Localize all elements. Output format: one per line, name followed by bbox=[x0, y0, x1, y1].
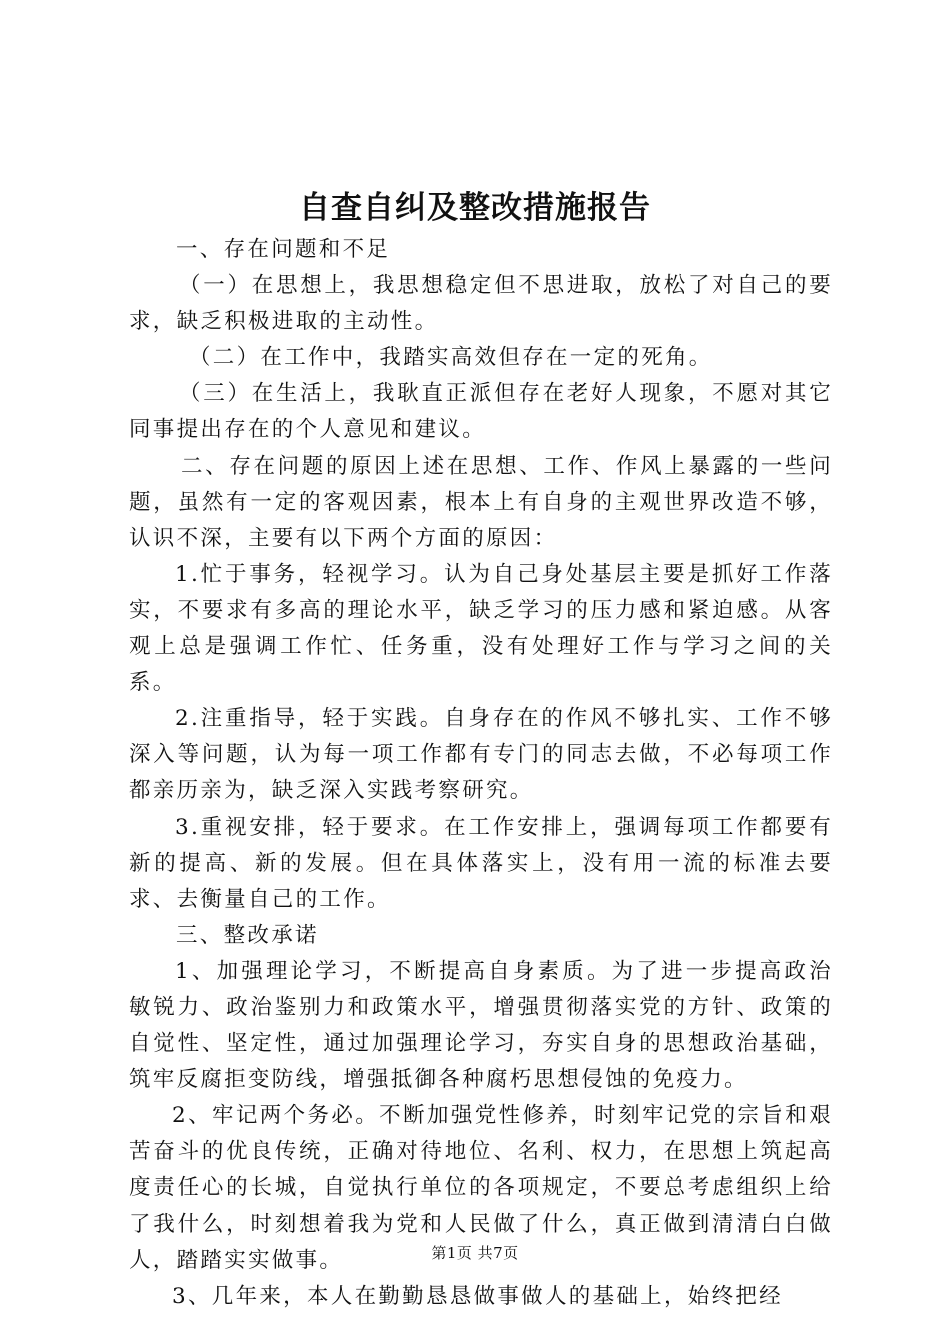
document-title: 自查自纠及整改措施报告 bbox=[299, 190, 651, 226]
section-heading-causes: 二、存在问题的原因上述在思想、工作、作风上暴露的一些问题，虽然有一定的客观因素，根本上有自身的主观世界改造不够，认识不深，主要有以下两个方面的原因： bbox=[129, 453, 833, 551]
paragraph-commitment-2: 2、牢记两个务必。不断加强党性修养，时刻牢记党的宗旨和艰苦奋斗的优良传统，正确对待地位、名利、权力，在思想上筑起高度责任心的长城，自觉执行单位的各项规定，不要总考虑组织上给了我什么，时刻想着我为党和人民做了什么，真正做到清清白白做人，踏踏实实做事。 bbox=[129, 1103, 833, 1273]
paragraph-problem-work: （二）在工作中，我踏实高效但存在一定的死角。 bbox=[189, 345, 713, 371]
document-body bbox=[129, 232, 833, 1315]
paragraph-cause-3: 3.重视安排，轻于要求。在工作安排上，强调每项工作都要有新的提高、新的发展。但在具体落实上，没有用一流的标准去要求、去衡量自己的工作。 bbox=[129, 814, 833, 912]
section-heading-commitments: 三、整改承诺 bbox=[176, 922, 319, 948]
paragraph-cause-1: 1.忙于事务，轻视学习。认为自己身处基层主要是抓好工作落实，不要求有多高的理论水平，缺乏学习的压力感和紧迫感。从客观上总是强调工作忙、任务重，没有处理好工作与学习之间的关系。 bbox=[129, 561, 833, 696]
paragraph-cause-2: 2.注重指导，轻于实践。自身存在的作风不够扎实、工作不够深入等问题，认为每一项工作都有专门的同志去做，不必每项工作都亲历亲为，缺乏深入实践考察研究。 bbox=[129, 706, 833, 804]
section-heading-problems: 一、存在问题和不足 bbox=[176, 237, 391, 262]
page-footer: 第1页 共7页 bbox=[431, 1244, 519, 1262]
paragraph-problem-life: （三）在生活上，我耿直正派但存在老好人现象，不愿对其它同事提出存在的个人意见和建议。 bbox=[129, 381, 833, 443]
paragraph-commitment-1: 1、加强理论学习，不断提高自身素质。为了进一步提高政治敏锐力、政治鉴别力和政策水平，增强贯彻落实党的方针、政策的自觉性、坚定性，通过加强理论学习，夯实自身的思想政治基础，筑牢反腐拒变防线，增强抵御各种腐朽思想侵蚀的免疫力。 bbox=[129, 958, 833, 1093]
paragraph-commitment-3: 3、几年来，本人在勤勤恳恳做事做人的基础上，始终把经 bbox=[172, 1283, 783, 1309]
paragraph-problem-thought: （一）在思想上，我思想稳定但不思进取，放松了对自己的要求，缺乏积极进取的主动性。 bbox=[129, 273, 833, 335]
